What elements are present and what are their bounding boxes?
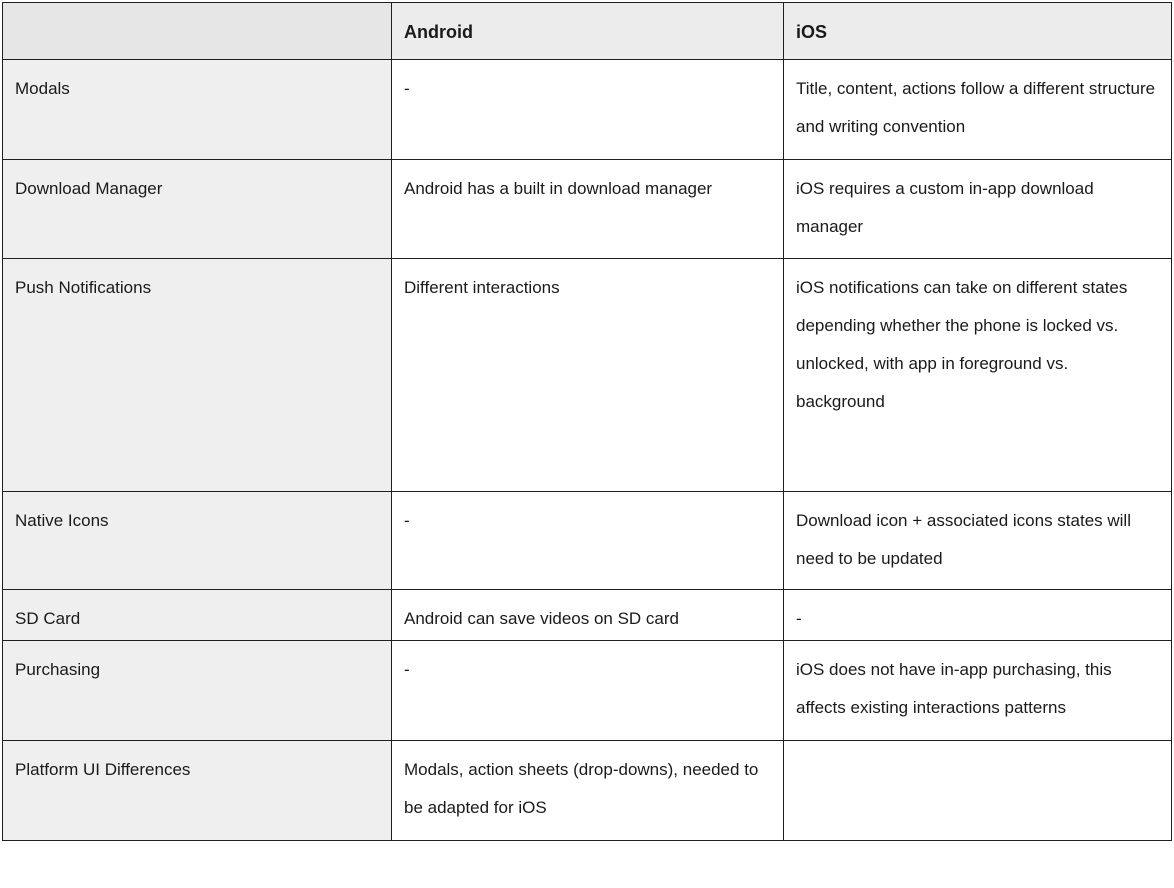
android-cell: Modals, action sheets (drop-downs), needed to be adapted for iOS bbox=[392, 741, 784, 841]
table-row bbox=[3, 741, 1172, 841]
feature-cell: Modals bbox=[3, 60, 392, 160]
comparison-table bbox=[2, 2, 1172, 841]
feature-cell: Native Icons bbox=[3, 492, 392, 590]
ios-cell: iOS does not have in-app purchasing, this affects existing interactions patterns bbox=[784, 641, 1172, 741]
android-cell: Android has a built in download manager bbox=[392, 160, 784, 259]
header-android: Android bbox=[392, 3, 784, 60]
table-header-row bbox=[3, 3, 1172, 60]
table-row bbox=[3, 492, 1172, 590]
ios-cell: iOS requires a custom in-app download manager bbox=[784, 160, 1172, 259]
feature-cell: Download Manager bbox=[3, 160, 392, 259]
table-row bbox=[3, 259, 1172, 492]
table-row bbox=[3, 160, 1172, 259]
ios-cell bbox=[784, 741, 1172, 841]
table-row bbox=[3, 60, 1172, 160]
ios-cell: Download icon + associated icons states will need to be updated bbox=[784, 492, 1172, 590]
feature-cell: Platform UI Differences bbox=[3, 741, 392, 841]
ios-cell: - bbox=[784, 590, 1172, 641]
android-cell: - bbox=[392, 641, 784, 741]
android-cell: - bbox=[392, 492, 784, 590]
feature-cell: Purchasing bbox=[3, 641, 392, 741]
android-cell: - bbox=[392, 60, 784, 160]
table-row bbox=[3, 590, 1172, 641]
ios-cell: iOS notifications can take on different states depending whether the phone is locked vs. unlocked, with app in foreground vs. background bbox=[784, 259, 1172, 492]
ios-cell: Title, content, actions follow a different structure and writing convention bbox=[784, 60, 1172, 160]
android-cell: Android can save videos on SD card bbox=[392, 590, 784, 641]
feature-cell: Push Notifications bbox=[3, 259, 392, 492]
feature-cell: SD Card bbox=[3, 590, 392, 641]
header-ios: iOS bbox=[784, 3, 1172, 60]
table-row bbox=[3, 641, 1172, 741]
android-cell: Different interactions bbox=[392, 259, 784, 492]
header-feature bbox=[3, 3, 392, 60]
